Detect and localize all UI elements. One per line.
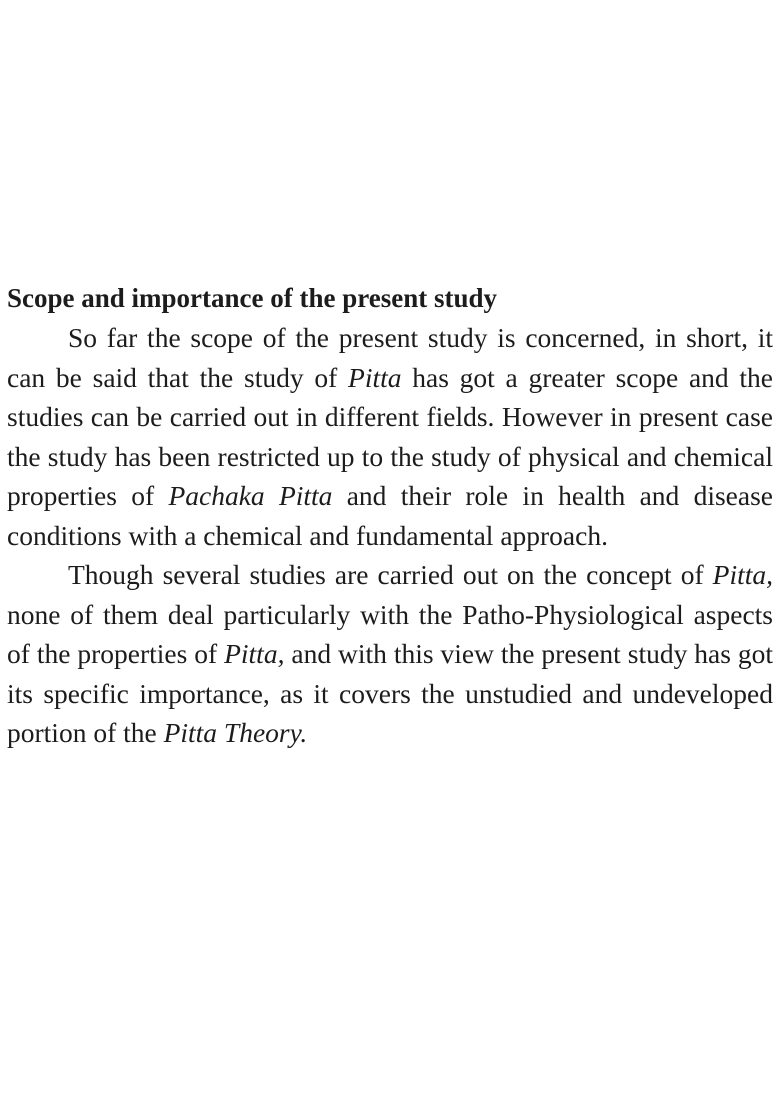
paragraph-2-text-2: none of them deal particularly with the Patho-Physiological aspects of the properties of <box>7 598 773 669</box>
section-heading: Scope and importance of the present study <box>7 283 498 313</box>
paragraph-1-text-3: and their role in health and disease conditions with a chemical and fundamental approach. <box>7 480 773 551</box>
term-pitta-theory: Pitta Theory. <box>163 717 308 748</box>
paragraph-2-text-1: Though several studies are carried out on the concept of <box>68 559 713 590</box>
paragraph-2 <box>7 555 773 753</box>
section-scope-importance <box>7 278 773 753</box>
paragraph-2-text-3: and with this view the present study has got its specific importance, as it covers the unstudied and undeveloped portion of the <box>7 638 773 748</box>
term-pitta: Pitta, <box>712 559 773 590</box>
paragraph-1-text-1: So far the scope of the present study is concerned, in short, it can be said that the study of <box>7 322 773 393</box>
term-pitta: Pitta, <box>224 638 285 669</box>
term-pachaka-pitta: Pachaka Pitta <box>168 480 333 511</box>
term-pitta: Pitta <box>348 361 402 393</box>
paragraph-1 <box>7 318 773 555</box>
paragraph-1-text-2: has got a greater scope and the studies can be carried out in different fields. However in present case the study has been restricted up to the study of physical and chemical properties of <box>7 361 774 511</box>
